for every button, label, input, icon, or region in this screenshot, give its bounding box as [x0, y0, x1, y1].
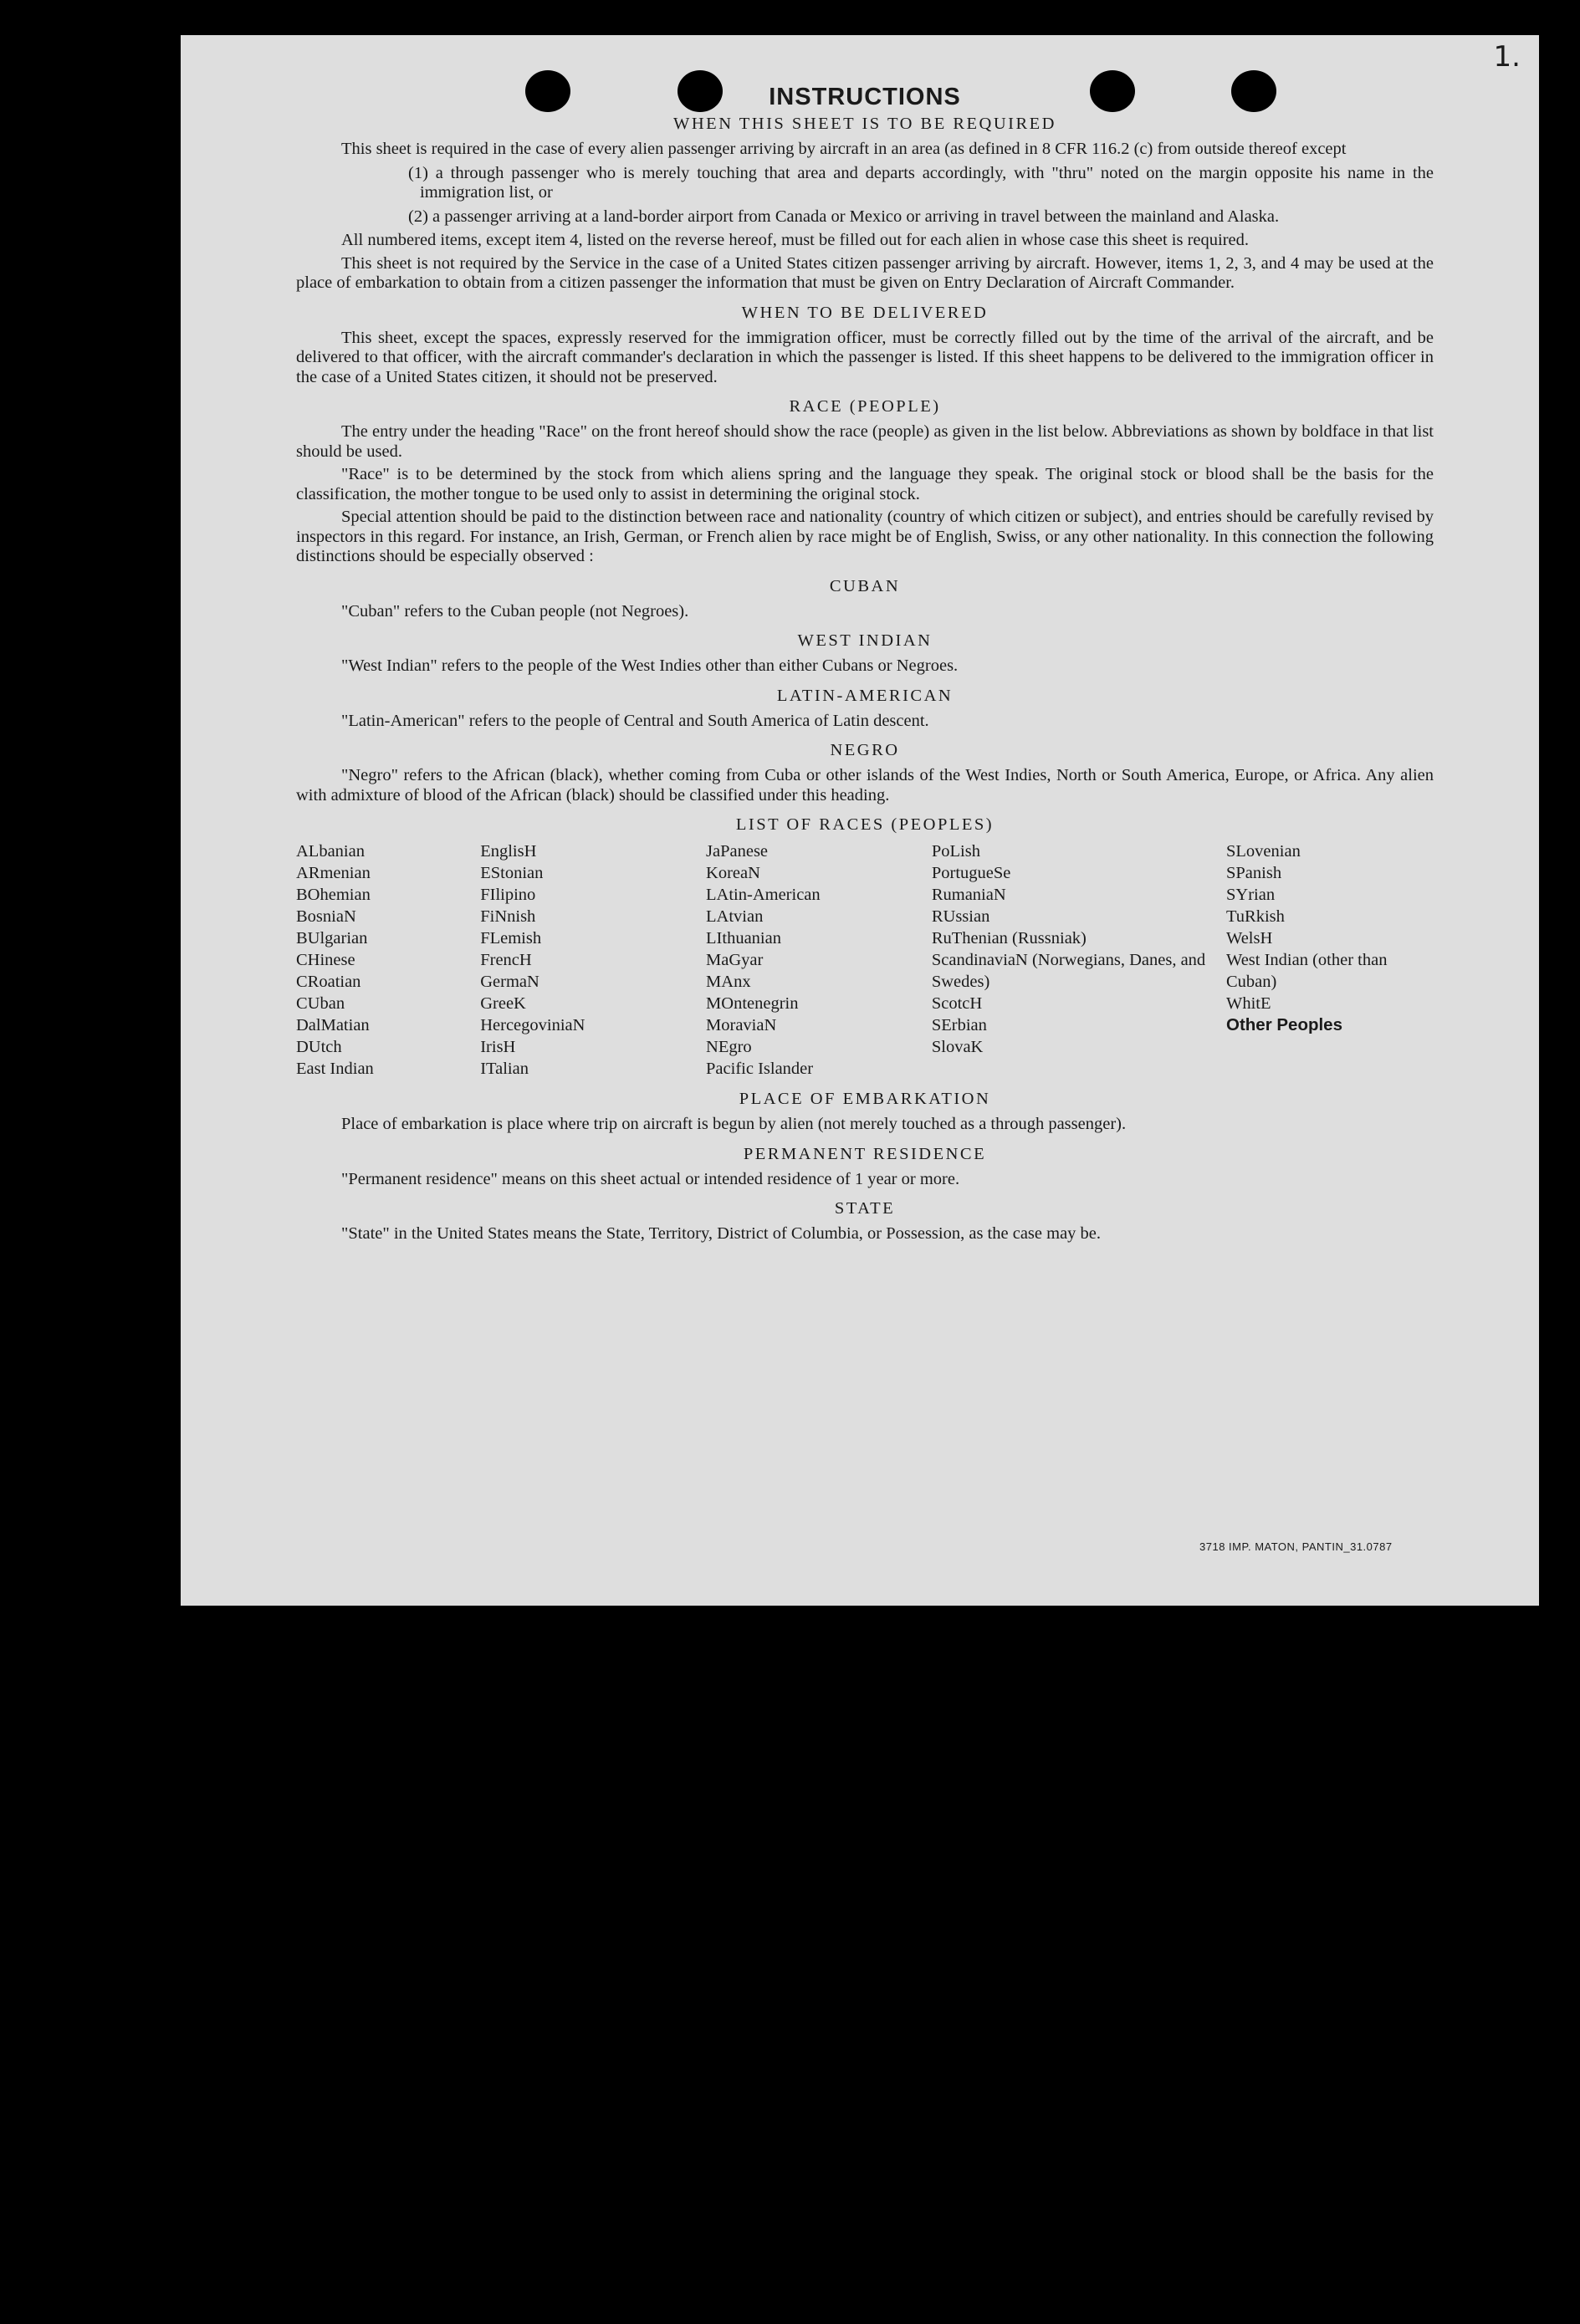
heading-negro: NEGRO [830, 741, 900, 759]
races-column [480, 840, 706, 1080]
heading-place-of-embarkation: PLACE OF EMBARKATION [739, 1090, 991, 1108]
race-entry: MOntenegrin [706, 994, 799, 1013]
race-entry: EStonian [480, 864, 544, 882]
heading-list-of-races: LIST OF RACES (PEOPLES) [735, 815, 995, 834]
race-entry: ScandinaviaN (Norwegians, Danes, and Swedes) [931, 951, 1206, 991]
race-entry: LIthuanian [706, 929, 781, 947]
paragraph: Special attention should be paid to the distinction between race and nationality (country of which citizen or subject), and entries should be carefully revised by inspectors in this regard. For instance, an Irish, German, or French alien by race might be of English, Swiss, or any other nationality. In this connection the following distinctions should be especially observed : [296, 508, 1434, 565]
races-column [932, 840, 1226, 1080]
race-entry: LAtin-American [706, 886, 821, 904]
race-entry: FLemish [480, 929, 542, 947]
paragraph: This sheet is not required by the Service in the case of a United States citizen passenger arriving by aircraft. However, items 1, 2, 3, and 4 may be used at the place of embarkation to obtain from a citizen passenger the information that must be given on Entry Declaration of Aircraft Commander. [296, 253, 1434, 292]
race-entry: DalMatian [296, 1016, 370, 1034]
paragraph: "Race" is to be determined by the stock from which aliens spring and the language they speak. The original stock or blood shall be the basis for the classification, the mother tongue to be used only to assist in determining the original stock. [296, 465, 1434, 503]
race-entry: IrisH [480, 1038, 516, 1056]
race-entry: LAtvian [706, 907, 764, 926]
race-entry: ALbanian [296, 842, 365, 861]
paragraph: "State" in the United States means the State, Territory, District of Columbia, or Possession, as the case may be. [341, 1224, 1102, 1243]
race-entry: KoreaN [706, 864, 760, 882]
races-column [706, 840, 932, 1080]
race-entry: MoraviaN [706, 1016, 777, 1034]
race-entry: East Indian [296, 1060, 374, 1078]
list-item: (2) a passenger arriving at a land-border airport from Canada or Mexico or arriving in travel between the mainland and Alaska. [408, 207, 1280, 226]
race-entry: CRoatian [296, 973, 361, 991]
race-entry: HercegoviniaN [480, 1016, 585, 1034]
race-entry: SYrian [1226, 886, 1276, 904]
race-entry: DUtch [296, 1038, 342, 1056]
race-entry: West Indian (other than Cuban) [1226, 951, 1388, 991]
race-entry: RuThenian (Russniak) [931, 929, 1087, 947]
paragraph: "Permanent residence" means on this sheet actual or intended residence of 1 year or more. [341, 1169, 960, 1188]
race-entry: BUlgarian [296, 929, 368, 947]
race-entry: Other Peoples [1226, 1015, 1342, 1034]
punch-hole [525, 70, 570, 112]
printer-imprint: 3718 IMP. MATON, PANTIN_31.0787 [1199, 1540, 1393, 1553]
heading-west-indian: WEST INDIAN [797, 631, 933, 650]
race-entry: RumaniaN [931, 886, 1006, 904]
race-entry: WelsH [1226, 929, 1273, 947]
punch-hole [1231, 70, 1276, 112]
paragraph: "Negro" refers to the African (black), whether coming from Cuba or other islands of the West Indies, North or South America, Europe, or Africa. Any alien with admixture of blood of the African (black) should be classified under this heading. [296, 766, 1434, 804]
heading-cuban: CUBAN [829, 576, 901, 595]
paragraph: This sheet is required in the case of every alien passenger arriving by aircraft in an area (as defined in 8 CFR 116.2 (c) from outside thereof except [341, 140, 1347, 158]
page-title: INSTRUCTIONS [769, 84, 961, 110]
races-column [1226, 840, 1434, 1080]
race-entry: EnglisH [480, 842, 537, 861]
race-entry: NEgro [706, 1038, 752, 1056]
race-entry: CHinese [296, 951, 355, 969]
punch-hole [1090, 70, 1135, 112]
race-entry: SPanish [1226, 864, 1282, 882]
race-entry: ARmenian [296, 864, 371, 882]
list-item: (1) a through passenger who is merely touching that area and departs accordingly, with "thru" noted on the margin opposite his name in the immigration list, or [408, 163, 1434, 202]
paragraph: "Cuban" refers to the Cuban people (not Negroes). [341, 601, 689, 621]
heading-when-delivered: WHEN TO BE DELIVERED [741, 303, 989, 322]
paragraph: "Latin-American" refers to the people of Central and South America of Latin descent. [341, 711, 929, 730]
races-table [296, 840, 1434, 1080]
race-entry: BOhemian [296, 886, 371, 904]
paragraph: "West Indian" refers to the people of the West Indies other than either Cubans or Negroes. [341, 656, 959, 675]
race-entry: FrencH [480, 951, 532, 969]
race-entry: CUban [296, 994, 345, 1013]
race-entry: SLovenian [1226, 842, 1301, 861]
race-entry: PoLish [931, 842, 980, 861]
heading-latin-american: LATIN-AMERICAN [776, 686, 954, 705]
race-entry: Pacific Islander [706, 1060, 814, 1078]
race-entry: FIlipino [480, 886, 536, 904]
paragraph: This sheet, except the spaces, expressly reserved for the immigration officer, must be correctly filled out by the time of the arrival of the aircraft, and be delivered to that officer, with the aircraft commander's declaration in which the passenger is listed. If this sheet happens to be delivered to the immigration officer in the case of a United States citizen, it should not be preserved. [296, 328, 1434, 386]
paragraph: The entry under the heading "Race" on the front hereof should show the race (people) as given in the list below. Abbreviations as shown by boldface in that list should be used. [296, 422, 1434, 461]
race-entry: FiNnish [480, 907, 536, 926]
punch-hole [678, 70, 723, 112]
paragraph: Place of embarkation is place where trip on aircraft is begun by alien (not merely touched as a through passenger). [341, 1115, 1127, 1133]
heading-when-required: WHEN THIS SHEET IS TO BE REQUIRED [673, 115, 1056, 133]
race-entry: GreeK [480, 994, 526, 1013]
heading-race: RACE (PEOPLE) [789, 397, 941, 416]
paragraph: All numbered items, except item 4, listed on the reverse hereof, must be filled out for each alien in whose case this sheet is required. [341, 231, 1250, 249]
heading-state: STATE [834, 1199, 896, 1218]
race-entry: PortugueSe [931, 864, 1011, 882]
race-entry: MaGyar [706, 951, 764, 969]
race-entry: BosniaN [296, 907, 356, 926]
page-number: 1. [1493, 40, 1521, 74]
race-entry: ITalian [480, 1060, 529, 1078]
race-entry: ScotcH [931, 994, 983, 1013]
race-entry: RUssian [931, 907, 990, 926]
race-entry: WhitE [1226, 994, 1271, 1013]
race-entry: MAnx [706, 973, 751, 991]
race-entry: SErbian [931, 1016, 987, 1034]
race-entry: JaPanese [706, 842, 769, 861]
document-sheet [181, 35, 1539, 1606]
races-column [296, 840, 480, 1080]
heading-permanent-residence: PERMANENT RESIDENCE [743, 1144, 987, 1163]
race-entry: GermaN [480, 973, 539, 991]
race-entry: TuRkish [1226, 907, 1285, 926]
race-entry: SlovaK [931, 1038, 984, 1056]
